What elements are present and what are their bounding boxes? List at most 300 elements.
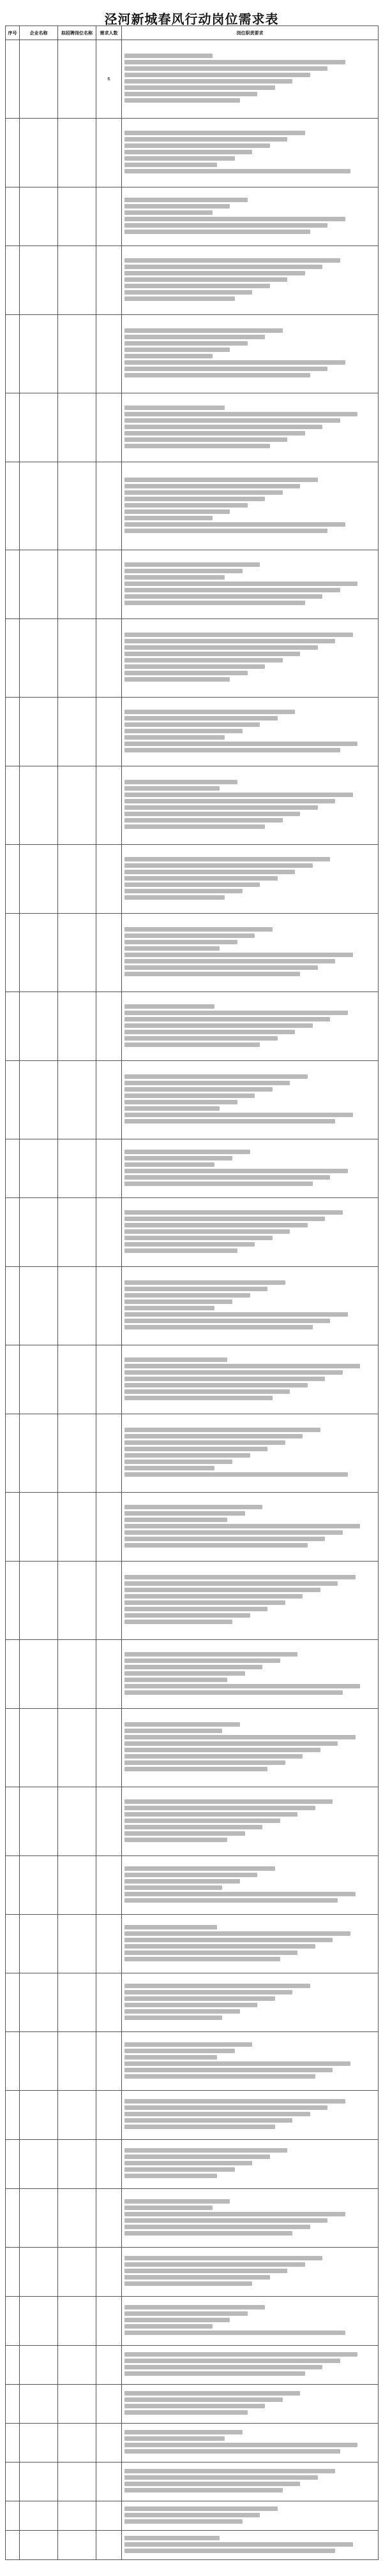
table-row (6, 2501, 379, 2531)
company-name (20, 1267, 58, 1345)
requirement-line (124, 895, 225, 900)
requirements-cell (122, 1198, 379, 1267)
requirement-line (124, 367, 327, 371)
requirements-cell (122, 1787, 379, 1856)
requirement-line (124, 1223, 308, 1227)
requirement-line (124, 1428, 320, 1432)
requirement-line (124, 444, 270, 448)
position-name (58, 1709, 96, 1787)
requirement-line (124, 965, 318, 970)
requirement-line (124, 1879, 240, 1884)
requirement-line (124, 1754, 303, 1759)
requirements-cell (122, 2032, 379, 2091)
company-name (20, 2385, 58, 2424)
table-row (6, 2091, 379, 2140)
headcount: 6 (96, 40, 122, 119)
requirement-line (124, 2359, 340, 2363)
row-number (6, 1787, 20, 1856)
requirement-line (124, 341, 248, 346)
requirement-line (124, 1806, 315, 1810)
requirement-line (124, 940, 237, 944)
requirement-line (124, 2167, 235, 2172)
requirement-line (124, 2074, 315, 2079)
requirement-line (124, 2155, 270, 2159)
requirement-line (124, 671, 248, 675)
requirement-line (124, 1175, 330, 1180)
table-row (6, 1139, 379, 1198)
requirement-line (124, 2049, 235, 2053)
requirement-line (124, 431, 305, 435)
requirement-line (124, 412, 357, 416)
requirement-line (124, 277, 287, 282)
requirement-line (124, 1396, 273, 1400)
headcount (96, 462, 122, 550)
table-row (6, 1856, 379, 1915)
position-name (58, 2032, 96, 2091)
requirement-line (124, 1236, 273, 1240)
requirements-cell (122, 1640, 379, 1709)
requirement-line (124, 799, 335, 803)
requirement-line (124, 2061, 350, 2066)
requirement-line (124, 562, 260, 567)
requirement-line (124, 1106, 220, 1111)
company-name (20, 2248, 58, 2297)
requirement-line (124, 2404, 265, 2408)
table-row (6, 2531, 379, 2560)
requirement-line (124, 328, 283, 333)
position-name (58, 2248, 96, 2297)
row-number (6, 1267, 20, 1345)
row-number (6, 619, 20, 698)
position-name (58, 393, 96, 462)
requirement-line (124, 360, 345, 365)
requirement-line (124, 2225, 310, 2229)
requirement-line (124, 2391, 300, 2396)
row-number (6, 1345, 20, 1414)
requirements-text-block (122, 1148, 378, 1190)
requirements-cell (122, 698, 379, 766)
requirement-line (124, 1950, 297, 1955)
position-name (58, 1139, 96, 1198)
requirement-line (124, 1358, 227, 1362)
row-number (6, 992, 20, 1061)
position-name (58, 462, 96, 550)
requirements-text-block (122, 2505, 378, 2528)
headcount (96, 1061, 122, 1139)
company-name (20, 2140, 58, 2189)
row-number (6, 1139, 20, 1198)
requirement-line (124, 1892, 356, 1896)
requirement-line (124, 1293, 250, 1298)
table-row (6, 40, 379, 119)
requirements-cell (122, 914, 379, 992)
requirement-line (124, 92, 257, 96)
table-row (6, 1061, 379, 1139)
requirement-line (124, 1729, 222, 1733)
requirements-cell (122, 1709, 379, 1787)
requirement-line (124, 933, 255, 938)
row-number (6, 845, 20, 914)
row-number (6, 2463, 20, 2501)
requirements-text-block (122, 778, 378, 833)
requirement-line (124, 1119, 335, 1123)
requirement-line (124, 85, 275, 90)
position-name (58, 2140, 96, 2189)
position-name (58, 1345, 96, 1414)
requirement-line (124, 601, 305, 605)
headcount (96, 1709, 122, 1787)
requirements-text-block (122, 404, 378, 452)
requirement-line (124, 230, 310, 234)
table-row (6, 619, 379, 698)
requirements-cell (122, 2140, 379, 2189)
requirement-line (124, 2397, 283, 2402)
requirements-text-block (122, 326, 378, 381)
requirement-line (124, 2125, 275, 2129)
requirement-line (124, 258, 340, 263)
headcount (96, 1856, 122, 1915)
requirements-text-block (122, 1208, 378, 1257)
requirement-line (124, 1150, 250, 1154)
requirements-text-block (122, 2303, 378, 2339)
requirement-line (124, 98, 240, 103)
headcount (96, 393, 122, 462)
requirement-line (124, 1383, 308, 1387)
requirements-cell (122, 2424, 379, 2463)
requirement-line (124, 1588, 320, 1592)
position-name (58, 2385, 96, 2424)
row-number (6, 1973, 20, 2032)
table-row (6, 1640, 379, 1709)
row-number (6, 1640, 20, 1709)
requirement-line (124, 150, 252, 154)
requirement-line (124, 60, 345, 64)
position-name (58, 619, 96, 698)
requirement-line (124, 2112, 310, 2116)
row-number (6, 1061, 20, 1139)
requirements-cell (122, 462, 379, 550)
requirement-line (124, 354, 213, 358)
requirements-cell (122, 187, 379, 246)
requirements-cell (122, 766, 379, 845)
requirement-line (124, 1819, 280, 1823)
requirement-line (124, 1925, 217, 1929)
position-name (58, 187, 96, 246)
requirement-line (124, 1957, 280, 1961)
requirements-cell (122, 2531, 379, 2560)
company-name (20, 2531, 58, 2560)
company-name (20, 1493, 58, 1562)
requirements-text-block (122, 2254, 378, 2290)
row-number (6, 2424, 20, 2463)
requirement-line (124, 652, 300, 656)
position-name (58, 1267, 96, 1345)
row-number (6, 187, 20, 246)
requirement-line (124, 1156, 232, 1160)
requirement-line (124, 735, 225, 740)
headcount (96, 2248, 122, 2297)
row-number (6, 2140, 20, 2189)
requirements-cell (122, 1267, 379, 1345)
requirements-text-block (122, 2197, 378, 2239)
headcount (96, 2032, 122, 2091)
requirement-line (124, 639, 335, 643)
header-no: 序号 (6, 26, 20, 40)
company-name (20, 2189, 58, 2248)
company-name (20, 2463, 58, 2501)
position-name (58, 1198, 96, 1267)
requirement-line (124, 1217, 325, 1221)
row-number (6, 2091, 20, 2140)
requirement-line (124, 2352, 357, 2357)
requirement-line (124, 265, 322, 269)
company-name (20, 1709, 58, 1787)
headcount (96, 2385, 122, 2424)
company-name (20, 698, 58, 766)
requirement-line (124, 1043, 260, 1047)
requirements-text-block (122, 1982, 378, 2024)
header-requirements: 岗位职责要求 (122, 26, 379, 40)
requirement-line (124, 786, 220, 791)
requirements-text-block (122, 1650, 378, 1699)
requirements-cell (122, 2189, 379, 2248)
requirement-line (124, 1017, 330, 1021)
requirement-line (124, 1684, 360, 1688)
table-row (6, 462, 379, 550)
requirement-line (124, 169, 350, 173)
company-name (20, 1973, 58, 2032)
requirement-line (124, 863, 313, 868)
headcount (96, 2091, 122, 2140)
requirements-text-block (122, 2428, 378, 2457)
requirement-line (124, 290, 252, 295)
requirement-line (124, 870, 295, 874)
requirement-line (124, 2016, 222, 2020)
requirement-line (124, 722, 260, 727)
requirement-line (124, 1594, 303, 1599)
table-row (6, 1198, 379, 1267)
requirement-line (124, 1665, 262, 1669)
row-number (6, 550, 20, 619)
position-name (58, 246, 96, 315)
requirement-line (124, 729, 243, 733)
requirement-line (124, 2009, 240, 2014)
requirements-text-block (122, 2467, 378, 2496)
requirement-line (124, 2542, 353, 2547)
requirement-line (124, 1735, 356, 1739)
company-name (20, 845, 58, 914)
requirement-line (124, 2055, 217, 2060)
requirement-line (124, 2311, 248, 2316)
headcount (96, 315, 122, 393)
position-name (58, 1061, 96, 1139)
requirement-line (124, 2436, 225, 2441)
requirement-line (124, 2324, 213, 2329)
requirements-text-block (122, 52, 378, 106)
requirements-text-block (122, 129, 378, 177)
requirement-line (124, 204, 230, 209)
requirement-line (124, 1671, 245, 1676)
requirements-text-block (122, 1864, 378, 1906)
requirement-line (124, 1460, 232, 1464)
requirements-cell (122, 315, 379, 393)
requirement-line (124, 1162, 214, 1167)
company-name (20, 1139, 58, 1198)
headcount (96, 845, 122, 914)
requirement-line (124, 490, 283, 495)
headcount (96, 2463, 122, 2501)
requirements-text-block (122, 2534, 378, 2557)
position-name (58, 766, 96, 845)
requirement-line (124, 529, 327, 533)
requirement-line (124, 131, 305, 135)
requirements-text-block (122, 476, 378, 537)
requirement-line (124, 2118, 292, 2123)
table-row (6, 2346, 379, 2385)
requirement-line (124, 953, 353, 957)
requirements-text-block (122, 2146, 378, 2182)
requirements-cell (122, 2248, 379, 2297)
requirement-line (124, 1944, 315, 1949)
requirements-text-block (122, 1503, 378, 1551)
position-name (58, 2091, 96, 2140)
requirements-text-block (122, 2097, 378, 2133)
company-name (20, 619, 58, 698)
requirements-cell (122, 2385, 379, 2424)
row-number (6, 2189, 20, 2248)
requirements-cell (122, 40, 379, 119)
requirements-cell (122, 2463, 379, 2501)
requirements-cell (122, 1493, 379, 1562)
requirement-line (124, 1287, 267, 1291)
requirement-line (124, 889, 243, 893)
requirement-line (124, 1299, 232, 1304)
requirement-line (124, 664, 265, 669)
requirement-line (124, 594, 322, 599)
requirements-cell (122, 119, 379, 187)
headcount (96, 550, 122, 619)
row-number (6, 698, 20, 766)
position-name (58, 2346, 96, 2385)
requirement-line (124, 1312, 348, 1317)
row-number (6, 2385, 20, 2424)
table-row (6, 2297, 379, 2346)
headcount (96, 1562, 122, 1640)
requirements-text-block (122, 560, 378, 609)
position-name (58, 2463, 96, 2501)
requirement-line (124, 2513, 260, 2517)
requirements-text-block (122, 2350, 378, 2380)
header-company: 企业名称 (20, 26, 58, 40)
row-number (6, 1414, 20, 1493)
requirement-line (124, 1087, 273, 1092)
table-row (6, 845, 379, 914)
requirements-cell (122, 1061, 379, 1139)
row-number (6, 1856, 20, 1915)
table-row (6, 1915, 379, 1973)
requirement-line (124, 2519, 243, 2524)
table-row (6, 1414, 379, 1493)
requirement-line (124, 780, 237, 784)
company-name (20, 992, 58, 1061)
company-name (20, 914, 58, 992)
requirement-line (124, 2536, 220, 2540)
requirement-line (124, 1825, 262, 1829)
row-number (6, 914, 20, 992)
requirement-line (124, 1620, 232, 1624)
table-row (6, 1709, 379, 1787)
position-name (58, 845, 96, 914)
position-name (58, 2501, 96, 2531)
row-number (6, 2531, 20, 2560)
requirement-line (124, 2161, 252, 2165)
requirement-line (124, 156, 235, 161)
row-number (6, 119, 20, 187)
table-row (6, 1787, 379, 1856)
headcount (96, 2297, 122, 2346)
requirement-line (124, 1466, 214, 1470)
headcount (96, 698, 122, 766)
requirement-line (124, 1434, 303, 1438)
table-row (6, 315, 379, 393)
requirement-line (124, 1767, 267, 1771)
headcount (96, 914, 122, 992)
row-number (6, 1198, 20, 1267)
requirements-text-block (122, 925, 378, 980)
requirements-text-block (122, 631, 378, 685)
requirement-line (124, 882, 260, 887)
row-number (6, 2501, 20, 2531)
requirements-cell (122, 246, 379, 315)
requirement-line (124, 824, 265, 829)
requirement-line (124, 1931, 350, 1936)
requirement-line (124, 1505, 262, 1509)
requirement-line (124, 478, 318, 482)
company-name (20, 2032, 58, 2091)
company-name (20, 1787, 58, 1856)
requirements-text-block (122, 708, 378, 756)
table-row (6, 550, 379, 619)
requirement-line (124, 2281, 252, 2286)
row-number (6, 1915, 20, 1973)
company-name (20, 187, 58, 246)
company-name (20, 40, 58, 119)
requirements-cell (122, 2346, 379, 2385)
requirement-line (124, 1325, 313, 1329)
requirement-line (124, 818, 283, 823)
position-name (58, 1414, 96, 1493)
requirements-text-block (122, 196, 378, 238)
table-row (6, 119, 379, 187)
requirement-line (124, 2262, 305, 2267)
requirement-line (124, 1023, 313, 1028)
requirements-cell (122, 1139, 379, 1198)
position-name (58, 2297, 96, 2346)
company-name (20, 1856, 58, 1915)
requirement-line (124, 2275, 270, 2280)
requirement-line (124, 2549, 335, 2553)
requirement-line (124, 582, 357, 586)
company-name (20, 393, 58, 462)
requirement-line (124, 1678, 227, 1682)
requirement-line (124, 569, 243, 573)
table-row (6, 992, 379, 1061)
table-row (6, 1973, 379, 2032)
requirement-line (124, 2449, 340, 2454)
requirement-line (124, 2042, 252, 2047)
company-name (20, 462, 58, 550)
company-name (20, 119, 58, 187)
